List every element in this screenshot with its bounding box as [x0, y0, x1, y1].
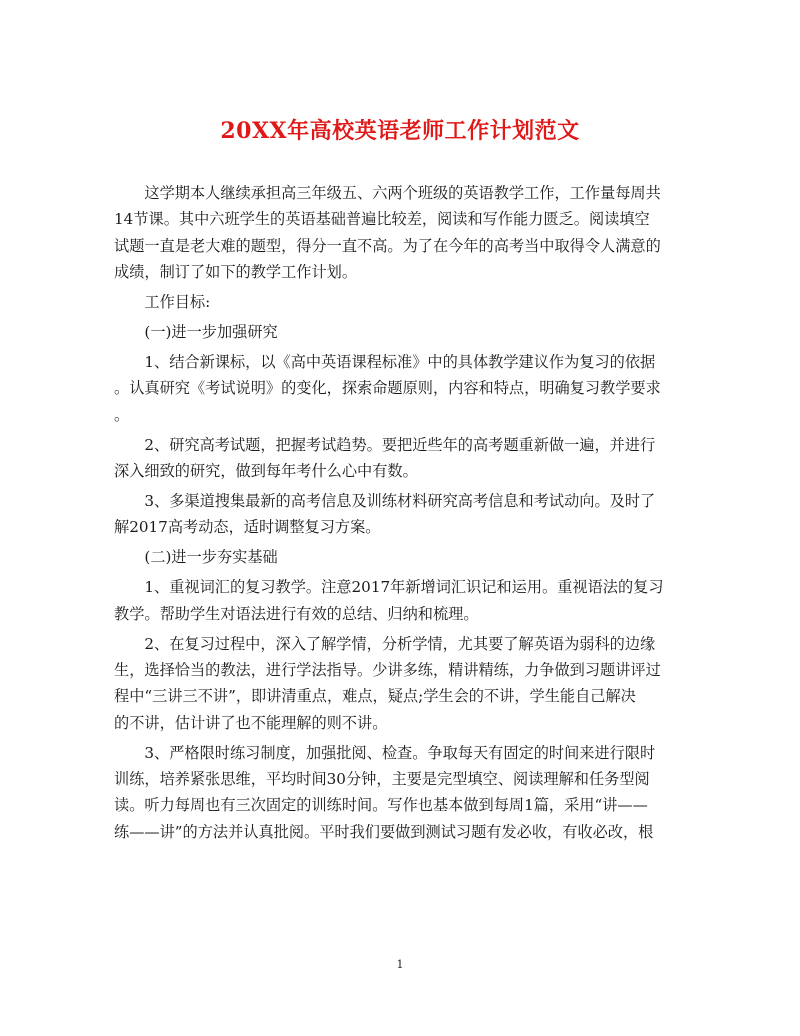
text-line: 1、重视词汇的复习教学。注意2017年新增词汇识记和运用。重视语法的复习 [144, 578, 664, 597]
page-number: 1 [396, 958, 404, 971]
text-line: 1、结合新课标，以《高中英语课程标准》中的具体教学建议作为复习的依据 [144, 352, 656, 371]
text-line: 练——讲”的方法并认真批阅。平时我们要做到测试习题有发必收，有收必改，根 [114, 822, 654, 841]
text-line: 3、严格限时练习制度，加强批阅、检查。争取每天有固定的时间来进行限时 [144, 743, 656, 762]
paragraph-research-3 [114, 488, 686, 541]
text-line: 试题一直是老大难的题型，得分一直不高。为了在今年的高考当中取得令人满意的 [114, 236, 661, 255]
paragraph-research-1 [114, 349, 686, 428]
paragraph-intro [114, 180, 686, 286]
section-heading-goals [114, 289, 686, 315]
text-line: 深入细致的研究，做到每年考什么心中有数。 [114, 462, 418, 481]
text-line: 。认真研究《考试说明》的变化，探索命题原则，内容和特点，明确复习教学要求 [114, 379, 661, 398]
paragraph-foundation-3 [114, 740, 686, 846]
text-line: 。 [114, 405, 130, 424]
text-line: 训练，培养紧张思维，平均时间30分钟，主要是完型填空、阅读理解和任务型阅 [114, 770, 650, 789]
paragraph-research-2 [114, 432, 686, 485]
text-line: (一)进一步加强研究 [144, 323, 278, 342]
text-line: (二)进一步夯实基础 [144, 548, 278, 567]
text-line: 解2017高考动态，适时调整复习方案。 [114, 518, 381, 537]
document-body [114, 180, 686, 849]
text-line: 程中“三讲三不讲”，即讲清重点，难点，疑点;学生会的不讲，学生能自己解决 [114, 687, 636, 706]
text-line: 生，选择恰当的教法，进行学法指导。少讲多练，精讲精练，力争做到习题讲评过 [114, 660, 661, 679]
text-line: 的不讲，估计讲了也不能理解的则不讲。 [114, 713, 388, 732]
section-heading-research [114, 319, 686, 345]
text-line: 2、研究高考试题，把握考试趋势。要把近些年的高考题重新做一遍，并进行 [144, 435, 656, 454]
paragraph-foundation-2 [114, 631, 686, 737]
text-line: 成绩，制订了如下的教学工作计划。 [114, 263, 357, 282]
paragraph-foundation-1 [114, 574, 686, 627]
text-line: 2、在复习过程中，深入了解学情，分析学情，尤其要了解英语为弱科的边缘 [144, 634, 656, 653]
text-line: 工作目标: [144, 293, 211, 312]
text-line: 这学期本人继续承担高三年级五、六两个班级的英语教学工作，工作量每周共 [144, 184, 661, 202]
text-line: 3、多渠道搜集最新的高考信息及训练材料研究高考信息和考试动向。及时了 [144, 491, 656, 510]
section-heading-foundation [114, 544, 686, 570]
document-title: 20XX年高校英语老师工作计划范文 [220, 118, 580, 144]
text-line: 读。听力每周也有三次固定的训练时间。写作也基本做到每周1篇，采用“讲—— [114, 796, 648, 815]
text-line: 14节课。其中六班学生的英语基础普遍比较差，阅读和写作能力匮乏。阅读填空 [114, 210, 650, 229]
text-line: 教学。帮助学生对语法进行有效的总结、归纳和梳理。 [114, 604, 479, 623]
